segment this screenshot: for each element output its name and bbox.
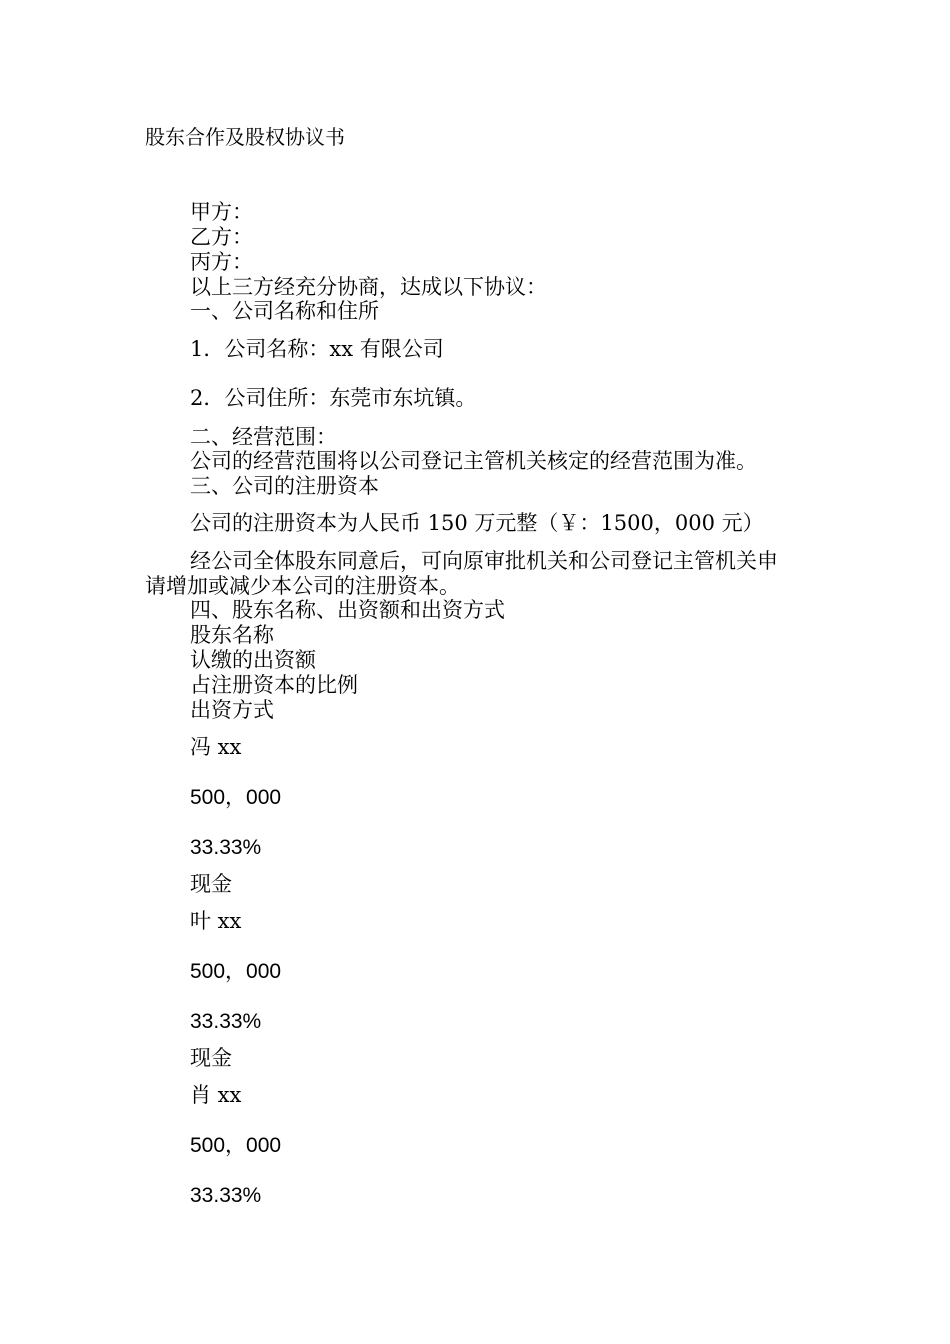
section4-heading: 四、股东名称、出资额和出资方式 <box>190 598 505 622</box>
company-address-item: 2．公司住所：东莞市东坑镇。 <box>190 386 477 410</box>
capital-change-line2: 请增加或减少本公司的注册资本。 <box>145 574 460 598</box>
shareholder-name: 冯 xx <box>190 735 242 759</box>
party-b: 乙方： <box>190 225 253 249</box>
shareholder-ratio: 33.33% <box>190 1010 262 1033</box>
section3-heading: 三、公司的注册资本 <box>190 474 379 498</box>
section1-heading: 一、公司名称和住所 <box>190 299 379 323</box>
company-name-item: 1．公司名称：xx 有限公司 <box>190 337 444 361</box>
capital-change-line1: 经公司全体股东同意后，可向原审批机关和公司登记主管机关申 <box>190 549 778 573</box>
shareholder-method: 现金 <box>190 872 232 896</box>
shareholder-amount: 500，000 <box>190 960 282 983</box>
section2-heading: 二、经营范围： <box>190 425 337 449</box>
shareholder-name: 肖 xx <box>190 1083 242 1107</box>
party-c: 丙方： <box>190 250 253 274</box>
shareholder-ratio: 33.33% <box>190 836 262 859</box>
shareholder-name: 叶 xx <box>190 909 242 933</box>
party-a: 甲方： <box>190 200 253 224</box>
document-title: 股东合作及股权协议书 <box>145 125 345 149</box>
business-scope-text: 公司的经营范围将以公司登记主管机关核定的经营范围为准。 <box>190 449 757 473</box>
shareholder-amount: 500，000 <box>190 1134 282 1157</box>
column-contribution-method: 出资方式 <box>190 698 274 722</box>
column-shareholder-name: 股东名称 <box>190 623 274 647</box>
shareholder-ratio: 33.33% <box>190 1184 262 1207</box>
intro-text: 以上三方经充分协商，达成以下协议： <box>190 275 547 299</box>
shareholder-amount: 500，000 <box>190 786 282 809</box>
column-capital-ratio: 占注册资本的比例 <box>190 673 358 697</box>
registered-capital-text: 公司的注册资本为人民币 150 万元整（￥：1500，000 元） <box>190 511 764 535</box>
column-subscribed-amount: 认缴的出资额 <box>190 648 316 672</box>
shareholder-method: 现金 <box>190 1046 232 1070</box>
